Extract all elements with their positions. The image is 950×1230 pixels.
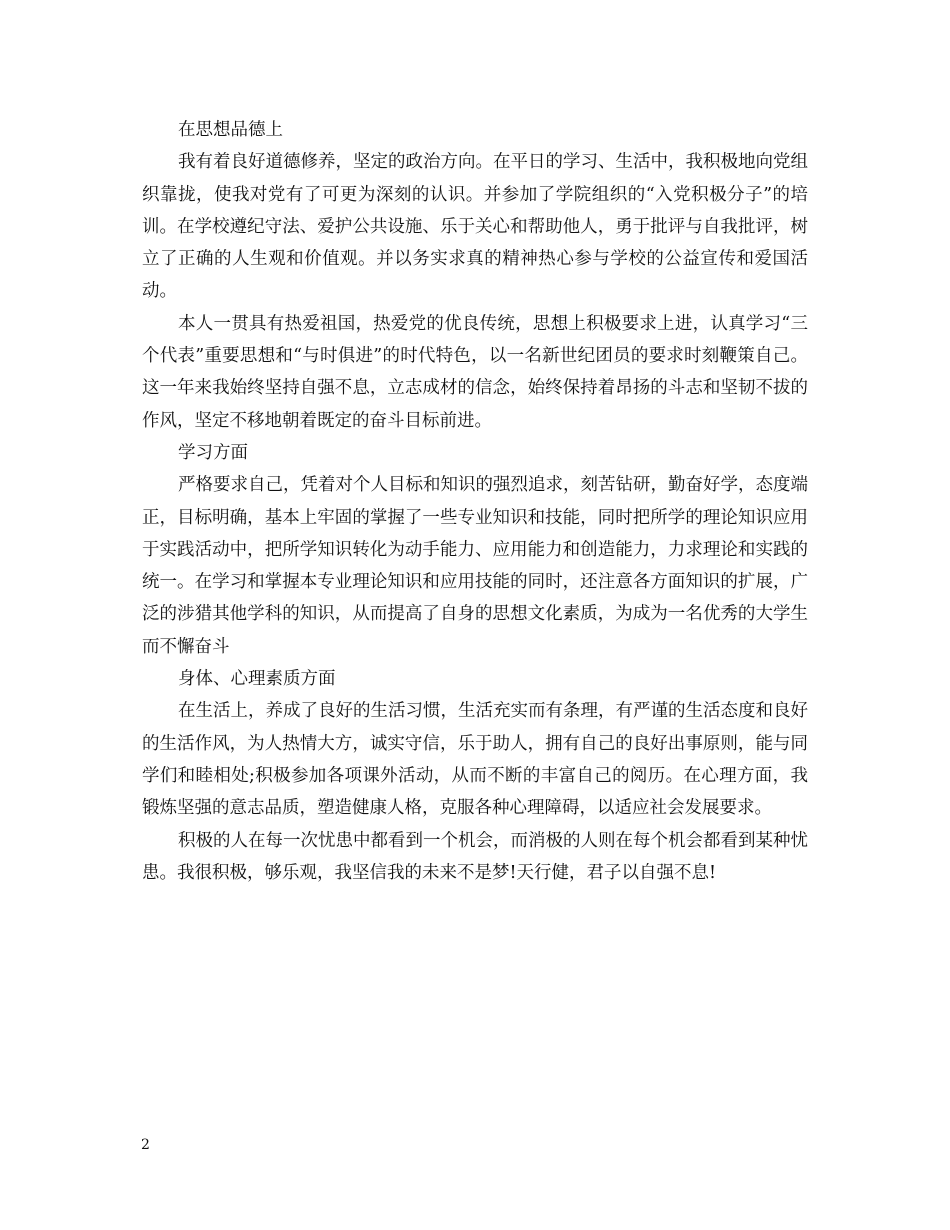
paragraph-health: 在生活上，养成了良好的生活习惯，生活充实而有条理，有严谨的生活态度和良好的生活作风，为人热情大方，诚实守信，乐于助人，拥有自己的良好出事原则，能与同学们和睦相处;积极参加各项课外活动，从而不断的丰富自己的阅历。在心理方面，我锻炼坚强的意志品质，塑造健康人格，克服各种心理障碍，以适应社会发展要求。	[142, 701, 808, 819]
paragraph-study: 严格要求自己，凭着对个人目标和知识的强烈追求，刻苦钻研，勤奋好学，态度端正，目标明确，基本上牢固的掌握了一些专业知识和技能，同时把所学的理论知识应用于实践活动中，把所学知识转化为动手能力、应用能力和创造能力，力求理论和实践的统一。在学习和掌握本专业理论知识和应用技能的同时，还注意各方面知识的扩展，广泛的涉猎其他学科的知识，从而提高了自身的思想文化素质，为成为一名优秀的大学生而不懈奋斗	[142, 475, 808, 657]
paragraph-moral-1: 我有着良好道德修养，坚定的政治方向。在平日的学习、生活中，我积极地向党组织靠拢，使我对党有了可更为深刻的认识。并参加了学院组织的“入党积极分子”的培训。在学校遵纪守法、爱护公共设施、乐于关心和帮助他人，勇于批评与自我批评，树立了正确的人生观和价值观。并以务实求真的精神热心参与学校的公益宣传和爱国活动。	[142, 152, 808, 302]
section-heading-health: 身体、心理素质方面	[178, 669, 336, 690]
document-body	[142, 114, 808, 889]
section-heading-moral: 在思想品德上	[178, 120, 283, 140]
paragraph-closing: 积极的人在每一次忧患中都看到一个机会，而消极的人则在每个机会都看到某种忧患。我很积极，够乐观，我坚信我的未来不是梦!天行健，君子以自强不息!	[142, 830, 808, 883]
page-number: 2	[141, 1137, 150, 1153]
paragraph-moral-2: 本人一贯具有热爱祖国，热爱党的优良传统，思想上积极要求上进，认真学习“三个代表”重要思想和“与时俱进”的时代特色，以一名新世纪团员的要求时刻鞭策自己。这一年来我始终坚持自强不息，立志成材的信念，始终保持着昂扬的斗志和坚韧不拔的作风，坚定不移地朝着既定的奋斗目标前进。	[142, 313, 808, 431]
section-heading-study: 学习方面	[178, 442, 248, 463]
